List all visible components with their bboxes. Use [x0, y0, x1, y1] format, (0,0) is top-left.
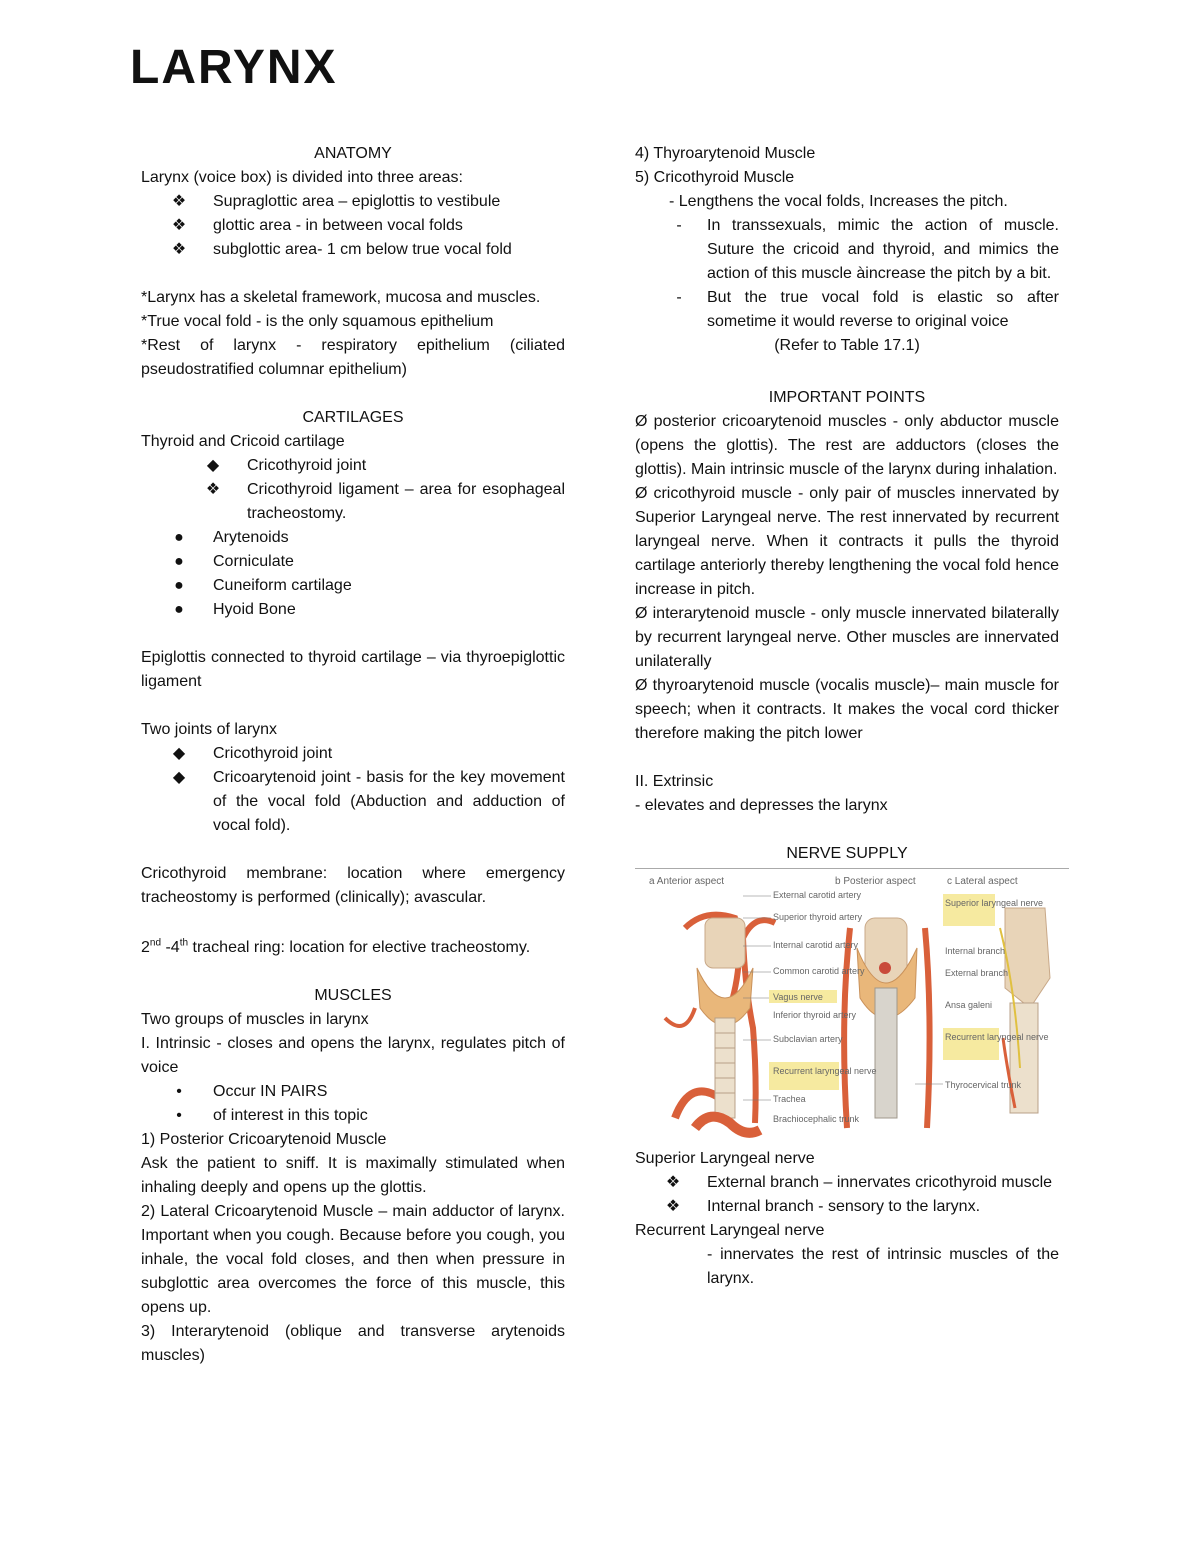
list-item: ◆ Cricothyroid joint [141, 742, 565, 766]
panel-c-label: c Lateral aspect [947, 876, 1018, 887]
dot-bullet-icon: ● [174, 601, 184, 618]
note-text: *Larynx has a skeletal framework, mucosa and muscles. [141, 289, 541, 306]
muscle2-text: 2) Lateral Cricoarytenoid Muscle – main adductor of larynx. Important when you cough. Because before you cough, you inhale, the vocal fold closes, and then when pressure in subglottic area overcomes the force of this muscle, this opens up. [141, 1203, 565, 1316]
important-heading: IMPORTANT POINTS [768, 389, 926, 406]
anatomy-heading: ANATOMY [314, 145, 392, 162]
epiglottis-text: Epiglottis connected to thyroid cartilage – via thyroepiglottic ligament [141, 649, 565, 690]
anatomy-intro: Larynx (voice box) is divided into three areas: [141, 169, 463, 186]
list-item: - In transsexuals, mimic the action of muscle. Suture the cricoid and thyroid, and mimics the action of this muscle àincrease the pitch by a bit. [635, 214, 1059, 286]
figure-label: Brachiocephalic trunk [773, 1114, 860, 1124]
list-item: ❖ glottic area - in between vocal folds [141, 214, 565, 238]
dash-bullet-icon: - [676, 289, 682, 306]
muscle5-first: - Lengthens the vocal folds, Increases the pitch. [669, 193, 1008, 210]
dot-bullet-icon: ● [174, 577, 184, 594]
dot-bullet-icon: • [176, 1107, 182, 1124]
recurrent-text: - innervates the rest of intrinsic muscles of the larynx. [707, 1246, 1059, 1287]
extrinsic-title: II. Extrinsic [635, 773, 714, 790]
figure-label: External carotid artery [773, 890, 862, 900]
muscle5-title: 5) Cricothyroid Muscle [635, 169, 795, 186]
joints-intro: Two joints of larynx [141, 721, 278, 738]
tracheal-ring-text: 2nd -4th tracheal ring: location for elective tracheostomy. [141, 937, 531, 956]
diamond-star-bullet-icon: ❖ [171, 241, 187, 258]
panel-a-label: a Anterior aspect [649, 876, 725, 887]
recurrent-title: Recurrent Laryngeal nerve [635, 1222, 825, 1239]
list-item: ❖ subglottic area- 1 cm below true vocal fold [141, 238, 565, 262]
muscles-intro: Two groups of muscles in larynx [141, 1011, 369, 1028]
diamond-star-bullet-icon: ❖ [205, 481, 221, 498]
list-item: ◆ Cricothyroid joint [141, 454, 565, 478]
important-point: Ø posterior cricoarytenoid muscles - only abductor muscle (opens the glottis). The rest are adductors (closes the glottis). Main intrinsic muscle of the larynx during inhalation. [635, 413, 1059, 478]
left-column [141, 142, 565, 1368]
figure-label: Superior laryngeal nerve [945, 898, 1044, 908]
nerve-supply-figure [635, 868, 1069, 1143]
figure-label: External branch [945, 968, 1009, 978]
diamond-star-bullet-icon: ❖ [171, 217, 187, 234]
list-item: ● Cuneiform cartilage [141, 574, 565, 598]
figure-label: Internal branch [945, 946, 1006, 956]
cartilages-heading: CARTILAGES [302, 409, 404, 426]
page-title: LARYNX [130, 41, 338, 94]
figure-label: Ansa galeni [945, 1000, 993, 1010]
superior-title: Superior Laryngeal nerve [635, 1150, 815, 1167]
refer-text: (Refer to Table 17.1) [774, 337, 920, 354]
figure-label: Common carotid artery [773, 966, 865, 976]
note-text: *Rest of larynx - respiratory epithelium (ciliated pseudostratified columnar epithelium) [141, 337, 565, 378]
diamond-bullet-icon: ◆ [172, 769, 186, 786]
list-item: - But the true vocal fold is elastic so after sometime it would reverse to original voice [635, 286, 1059, 334]
diamond-star-bullet-icon: ❖ [665, 1174, 681, 1191]
intrinsic-text: I. Intrinsic - closes and opens the larynx, regulates pitch of voice [141, 1035, 565, 1076]
important-point: Ø interarytenoid muscle - only muscle innervated bilaterally by recurrent laryngeal nerve. Other muscles are innervated unilaterally [635, 605, 1059, 670]
diamond-star-bullet-icon: ❖ [171, 193, 187, 210]
important-point: Ø cricothyroid muscle - only pair of muscles innervated by Superior Laryngeal nerve. The rest innervated by recurrent laryngeal nerve. When it contracts it pulls the thyroid cartilage anteriorly thereby lengthening the vocal fold hence increase in pitch. [635, 485, 1059, 598]
list-item: ❖ Internal branch - sensory to the larynx. [635, 1195, 1059, 1219]
figure-label: Vagus nerve [773, 992, 823, 1002]
dot-bullet-icon: ● [174, 529, 184, 546]
dot-bullet-icon: • [176, 1083, 182, 1100]
list-item: • Occur IN PAIRS [141, 1080, 565, 1104]
diamond-bullet-icon: ◆ [206, 457, 220, 474]
important-point: Ø thyroarytenoid muscle (vocalis muscle)– main muscle for speech; when it contracts. It makes the vocal cord thicker therefore making the pitch lower [635, 677, 1059, 742]
membrane-text: Cricothyroid membrane: location where emergency tracheostomy is performed (clinically); avascular. [141, 865, 565, 906]
muscle1-text: Ask the patient to sniff. It is maximally stimulated when inhaling deeply and opens up the glottis. [141, 1155, 565, 1196]
figure-label: Superior thyroid artery [773, 912, 863, 922]
list-item: ● Corniculate [141, 550, 565, 574]
figure-label: Internal carotid artery [773, 940, 859, 950]
list-item: ❖ Cricothyroid ligament – area for esophageal tracheostomy. [141, 478, 565, 526]
figure-label: Trachea [773, 1094, 806, 1104]
list-item: ❖ External branch – innervates cricothyroid muscle [635, 1171, 1059, 1195]
list-item: ◆ Cricoarytenoid joint - basis for the key movement of the vocal fold (Abduction and adduction of vocal fold). [141, 766, 565, 838]
diamond-bullet-icon: ◆ [172, 745, 186, 762]
nerve-heading: NERVE SUPPLY [786, 845, 908, 862]
note-text: *True vocal fold - is the only squamous epithelium [141, 313, 494, 330]
figure-label: Thyrocervical trunk [945, 1080, 1022, 1090]
figure-label: Recurrent laryngeal nerve [773, 1066, 877, 1076]
muscle3-text: 3) Interarytenoid (oblique and transverse arytenoids muscles) [141, 1323, 565, 1364]
dot-bullet-icon: ● [174, 553, 184, 570]
cartilages-intro: Thyroid and Cricoid cartilage [141, 433, 345, 450]
diamond-star-bullet-icon: ❖ [665, 1198, 681, 1215]
extrinsic-text: - elevates and depresses the larynx [635, 797, 888, 814]
list-item: ● Arytenoids [141, 526, 565, 550]
list-item: • of interest in this topic [141, 1104, 565, 1128]
list-item: ❖ Supraglottic area – epiglottis to vestibule [141, 190, 565, 214]
figure-label: Recurrent laryngeal nerve [945, 1032, 1049, 1042]
list-item: ● Hyoid Bone [141, 598, 565, 622]
muscles-heading: MUSCLES [314, 987, 392, 1004]
figure-label: Subclavian artery [773, 1034, 843, 1044]
figure-label: Inferior thyroid artery [773, 1010, 857, 1020]
right-column [635, 142, 1059, 1291]
dash-bullet-icon: - [676, 217, 682, 234]
muscle4-title: 4) Thyroarytenoid Muscle [635, 145, 816, 162]
panel-b-label: b Posterior aspect [835, 876, 916, 887]
muscle1-title: 1) Posterior Cricoarytenoid Muscle [141, 1131, 387, 1148]
